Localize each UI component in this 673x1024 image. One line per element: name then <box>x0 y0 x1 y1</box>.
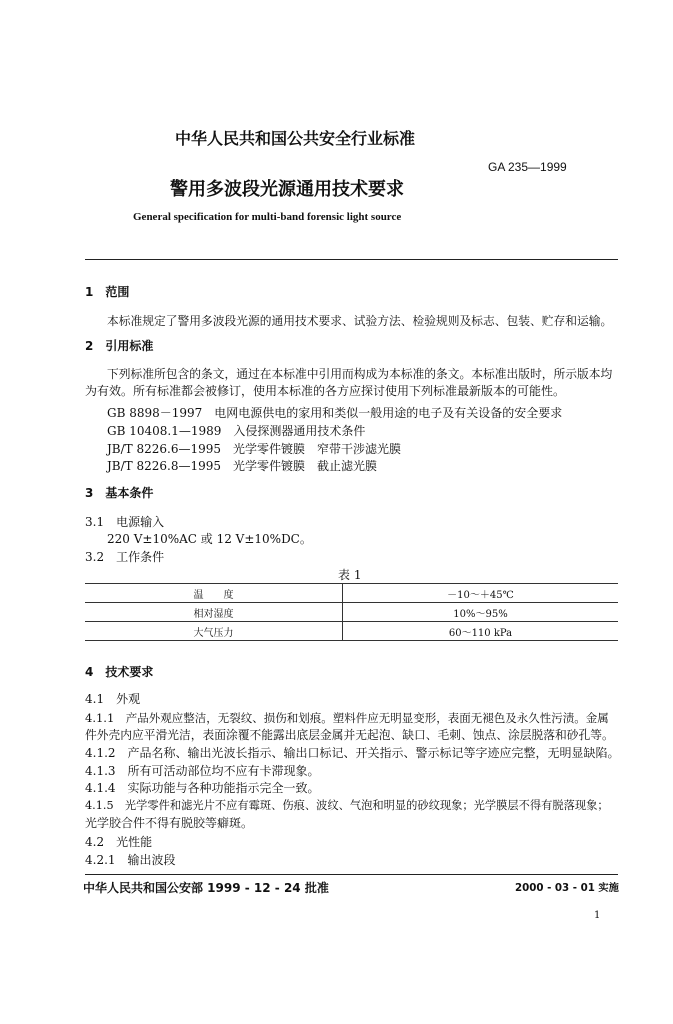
section-4-1-1-line1: 4.1.1 产品外观应整洁，无裂纹、损伤和划痕。塑料件应无明显变形，表面无褪色及永久性污渍。金属 <box>85 711 609 725</box>
table-row <box>85 584 618 603</box>
table-cell-label: 大气压力 <box>85 622 343 641</box>
section-4-1-1-line2: 件外壳内应平滑光洁，表面涂覆不能露出底层金属并无起泡、缺口、毛刺、蚀点、涂层脱落和砂孔等。 <box>85 728 614 742</box>
table-caption: 表 1 <box>338 568 362 582</box>
footer-divider <box>85 874 618 875</box>
section-4-1-3: 4.1.3 所有可活动部位均不应有卡滞现象。 <box>85 764 320 778</box>
table-cell-value: 10%～95% <box>343 603 619 622</box>
standard-number: GA 235—1999 <box>488 160 567 174</box>
section-3-1-text: 220 V±10%AC 或 12 V±10%DC。 <box>107 532 312 546</box>
section-1-text: 本标准规定了警用多波段光源的通用技术要求、试验方法、检验规则及标志、包装、贮存和运输。 <box>107 314 613 328</box>
section-2-intro-line1: 下列标准所包含的条文，通过在本标准中引用而构成为本标准的条文。本标准出版时，所示版本均 <box>107 367 613 381</box>
reference-item: JB/T 8226.8—1995 光学零件镀膜 截止滤光膜 <box>107 459 378 473</box>
effective-date: 2000 - 03 - 01 实施 <box>515 882 619 894</box>
english-title: General specification for multi-band forensic light source <box>133 211 402 223</box>
standard-category: 中华人民共和国公共安全行业标准 <box>175 129 416 148</box>
header-divider <box>85 259 618 260</box>
section-2-intro-line2: 为有效。所有标准都会被修订，使用本标准的各方应探讨使用下列标准最新版本的可能性。 <box>85 384 566 398</box>
section-4-1-5-line2: 光学胶合件不得有脱胶等癖斑。 <box>85 816 254 830</box>
reference-item: GB 8898－1997 电网电源供电的家用和类似一般用途的电子及有关设备的安全要求 <box>107 406 563 420</box>
table-cell-label: 相对湿度 <box>85 603 343 622</box>
section-4-1-5-line1: 4.1.5 光学零件和滤光片不应有霉斑、伤痕、波纹、气泡和明显的砂纹现象；光学膜层不得有脱落现象； <box>85 799 609 812</box>
section-4-heading: 4 技术要求 <box>85 665 154 679</box>
table-cell-label: 温 度 <box>85 584 343 603</box>
section-4-2-1-heading: 4.2.1 输出波段 <box>85 853 176 867</box>
table-cell-value: 60～110 kPa <box>343 622 619 641</box>
section-3-1-heading: 3.1 电源输入 <box>85 515 165 529</box>
document-title: 警用多波段光源通用技术要求 <box>170 179 404 200</box>
approval-line: 中华人民共和国公安部 1999 - 12 - 24 批准 <box>83 881 329 895</box>
table-cell-value: －10～＋45℃ <box>343 584 619 603</box>
section-4-1-heading: 4.1 外观 <box>85 692 141 706</box>
section-4-1-2: 4.1.2 产品名称、输出光波长指示、输出口标记、开关指示、警示标记等字迹应完整，无明显缺陷。 <box>85 746 620 760</box>
section-3-heading: 3 基本条件 <box>85 486 154 500</box>
section-4-1-4: 4.1.4 实际功能与各种功能指示完全一致。 <box>85 781 320 795</box>
section-3-2-heading: 3.2 工作条件 <box>85 550 165 564</box>
working-conditions-table <box>85 583 618 641</box>
section-2-heading: 2 引用标准 <box>85 339 154 353</box>
page-number: 1 <box>594 910 601 921</box>
table-row <box>85 622 618 641</box>
section-4-2-heading: 4.2 光性能 <box>85 835 153 849</box>
section-1-heading: 1 范围 <box>85 285 130 299</box>
reference-item: JB/T 8226.6—1995 光学零件镀膜 窄带干涉滤光膜 <box>107 442 402 456</box>
table-row <box>85 603 618 622</box>
reference-item: GB 10408.1—1989 入侵探测器通用技术条件 <box>107 424 366 438</box>
